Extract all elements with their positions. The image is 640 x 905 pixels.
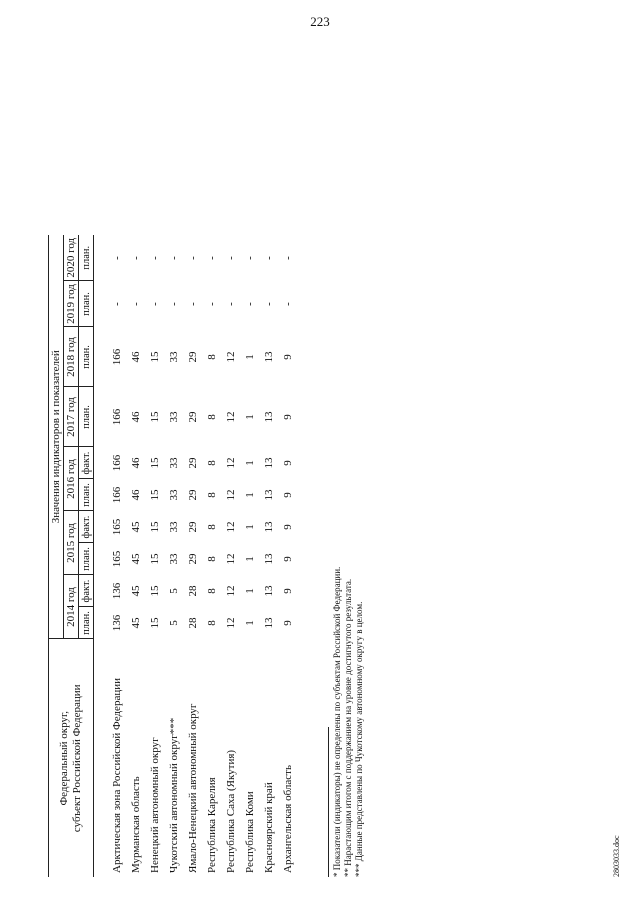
value-cell: 33 [168,553,180,565]
table-row [241,235,260,877]
value-cell: - [168,302,180,306]
value-cell: 33 [168,457,180,469]
header-sub-label: план. [79,387,94,447]
value-cell: - [225,302,237,306]
header-indicator-values: Значения индикаторов и показателей [49,235,64,639]
value-cell: 29 [187,411,199,423]
value-cell: 8 [206,556,218,562]
header-sub-label: факт. [79,511,94,543]
table-row [222,235,241,877]
value-cell: 12 [225,585,237,597]
value-cell: - [149,302,161,306]
value-cell: - [225,256,237,260]
value-cell: 15 [149,457,161,469]
value-cell: 5 [168,620,180,626]
value-cell: - [282,256,294,260]
value-cell: 165 [111,518,123,536]
header-year-2015: 2015 год [64,511,79,575]
document-id: 2803033.doc [612,835,621,877]
value-cell: - [111,256,123,260]
value-cell: 15 [149,411,161,423]
value-cell: - [149,256,161,260]
value-cell: - [111,302,123,306]
value-cell: 166 [111,486,123,504]
value-cell: 45 [130,585,142,597]
value-cell: 15 [149,553,161,565]
value-cell: 1 [244,524,256,530]
region-name: Ямало-Ненецкий автономный округ [187,703,199,873]
value-cell: 13 [263,617,275,629]
value-cell: 9 [282,354,294,360]
region-name: Мурманская область [130,776,142,873]
value-cell: 15 [149,351,161,363]
value-cell: - [130,302,142,306]
header-year-2020: 2020 год [64,235,79,281]
value-cell: - [187,302,199,306]
value-cell: 12 [225,411,237,423]
header-year-2018: 2018 год [64,327,79,387]
footnote: *** Данные представлены по Чукотскому автономному округу в целом. [354,601,364,877]
value-cell: 12 [225,617,237,629]
header-year-2019: 2019 год [64,281,79,327]
header-sub-label: план. [79,281,94,327]
value-cell: 12 [225,457,237,469]
table-row [94,235,128,877]
value-cell: 12 [225,489,237,501]
value-cell: 33 [168,489,180,501]
value-cell: 9 [282,492,294,498]
region-name: Республика Коми [244,791,256,873]
value-cell: 33 [168,351,180,363]
value-cell: 29 [187,457,199,469]
header-sub-label: план. [79,607,94,639]
region-name: Республика Карелия [206,777,218,873]
value-cell: 9 [282,460,294,466]
value-cell: 29 [187,351,199,363]
table-row [260,235,279,877]
header-year-2017: 2017 год [64,387,79,447]
value-cell: 13 [263,411,275,423]
value-cell: 46 [130,489,142,501]
value-cell: 45 [130,553,142,565]
header-region-line-2: субъект Российской Федерации [71,684,83,833]
header-year-2016: 2016 год [64,447,79,511]
value-cell: 15 [149,521,161,533]
value-cell: 33 [168,411,180,423]
header-sub-label: план. [79,543,94,575]
value-cell: - [130,256,142,260]
value-cell: 8 [206,524,218,530]
value-cell: 28 [187,617,199,629]
header-sub-label: факт. [79,447,94,479]
value-cell: - [282,302,294,306]
value-cell: 9 [282,588,294,594]
footnotes [332,567,365,877]
value-cell: 12 [225,351,237,363]
header-region-column [49,639,94,877]
value-cell: 13 [263,351,275,363]
value-cell: 136 [111,582,123,600]
value-cell: - [206,256,218,260]
value-cell: 1 [244,354,256,360]
value-cell: 8 [206,588,218,594]
header-sub-label: факт. [79,575,94,607]
value-cell: 1 [244,588,256,594]
value-cell: - [244,302,256,306]
footnote: * Показатели (индикаторы) не определены по субъектам Российской Федерации. [332,566,342,877]
value-cell: 8 [206,492,218,498]
region-name: Ненецкий автономный округ [149,737,161,873]
value-cell: 1 [244,620,256,626]
value-cell: 29 [187,521,199,533]
region-name: Архангельская область [282,765,294,873]
value-cell: 9 [282,414,294,420]
value-cell: 166 [111,348,123,366]
region-name: Арктическая зона Российской Федерации [111,678,123,873]
value-cell: 46 [130,351,142,363]
table-row [184,235,203,877]
value-cell: 1 [244,460,256,466]
value-cell: 45 [130,617,142,629]
value-cell: 13 [263,457,275,469]
value-cell: 8 [206,414,218,420]
value-cell: 15 [149,617,161,629]
footnote-divider [328,727,329,877]
value-cell: 166 [111,454,123,472]
header-year-2014: 2014 год [64,575,79,639]
table-row [203,235,222,877]
value-cell: 8 [206,460,218,466]
header-region-line-1: Федеральный округ, [58,710,70,806]
value-cell: 13 [263,585,275,597]
value-cell: - [187,256,199,260]
value-cell: 12 [225,521,237,533]
value-cell: 29 [187,553,199,565]
value-cell: 1 [244,414,256,420]
header-sub-label: план. [79,327,94,387]
table-row [146,235,165,877]
value-cell: 8 [206,354,218,360]
value-cell: - [206,302,218,306]
value-cell: 166 [111,408,123,426]
value-cell: 28 [187,585,199,597]
value-cell: 9 [282,556,294,562]
region-name: Республика Саха (Якутия) [225,749,237,873]
value-cell: 33 [168,521,180,533]
value-cell: 165 [111,550,123,568]
header-sub-label: план. [79,235,94,281]
table-row [127,235,146,877]
header-sub-label: план. [79,479,94,511]
value-cell: 15 [149,489,161,501]
value-cell: 1 [244,556,256,562]
value-cell: 13 [263,521,275,533]
value-cell: - [263,256,275,260]
value-cell: 1 [244,492,256,498]
value-cell: 8 [206,620,218,626]
indicators-table [48,235,298,877]
region-name: Чукотский автономный округ*** [168,717,180,873]
value-cell: 9 [282,524,294,530]
page-number: 223 [310,14,330,29]
value-cell: - [263,302,275,306]
value-cell: 12 [225,553,237,565]
value-cell: - [244,256,256,260]
table-row [165,235,184,877]
footnote: ** Нарастающим итогом с поддержанием на уровне достигнутого результата. [343,578,353,877]
value-cell: 136 [111,614,123,632]
table-row [279,235,298,877]
value-cell: 46 [130,411,142,423]
value-cell: 45 [130,521,142,533]
value-cell: 29 [187,489,199,501]
value-cell: 13 [263,553,275,565]
value-cell: 46 [130,457,142,469]
value-cell: 5 [168,588,180,594]
value-cell: 13 [263,489,275,501]
value-cell: 15 [149,585,161,597]
value-cell: 9 [282,620,294,626]
region-name: Красноярский край [263,782,275,873]
value-cell: - [168,256,180,260]
